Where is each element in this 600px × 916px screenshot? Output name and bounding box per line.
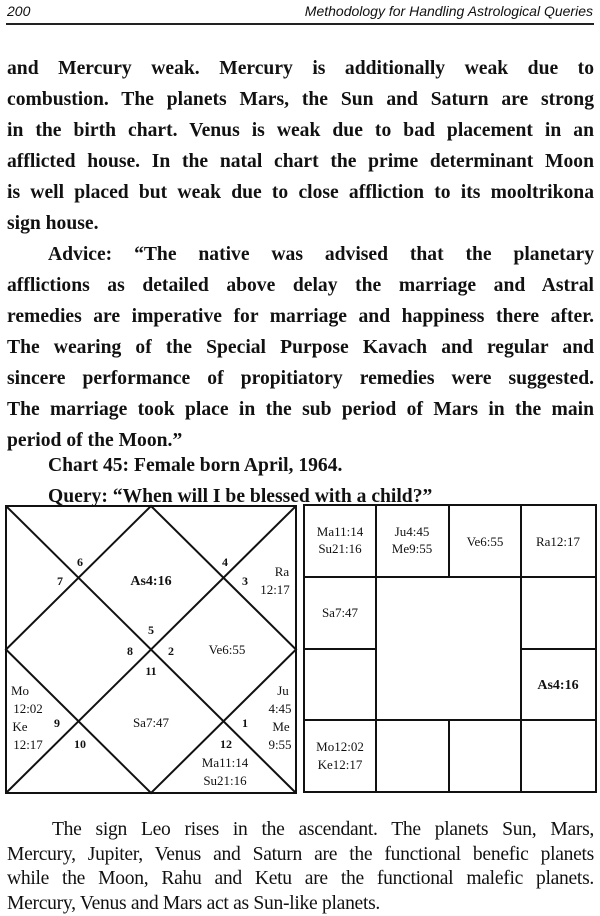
house-1: 1 [242,715,248,730]
text-line: period of the Moon.” [7,430,183,451]
moon: Mo [10,682,30,698]
mars: Ma11:14 [201,754,249,770]
text-line: and Mercury weak. Mercury is additionally weak due to [7,58,594,79]
ascendant: As4:16 [537,678,579,694]
saturn: Sa7:47 [321,604,359,620]
page-number: 200 [7,3,31,19]
house-4: 4 [222,554,228,569]
sun: Su21:16 [318,540,362,556]
text-line: Mercury, Jupiter, Venus and Saturn are the functional benefic planets [7,844,594,865]
venus: Ve6:55 [208,641,246,657]
saturn: Sa7:47 [132,714,170,730]
text-line: sign house. [7,213,99,234]
text-line: afflicted house. In the natal chart the prime determinant Moon [7,151,594,172]
text-line: is well placed but weak due to close affliction to its mooltrikona [7,182,594,203]
text-line: The sign Leo rises in the ascendant. The planets Sun, Mars, [52,819,594,840]
north-chart-labels [11,555,292,788]
moon: Mo12:02 [316,738,364,754]
mercury: Me9:55 [391,540,433,556]
text-line: afflictions as detailed above delay the marriage and Astral [7,275,594,296]
moon-degree: 12:02 [13,700,43,716]
north-indian-chart [6,506,296,793]
query-text: Query: “When will I be blessed with a child?” [48,486,433,507]
jupiter: Ju [277,682,289,698]
house-2: 2 [168,643,174,658]
house-3: 3 [242,573,248,588]
house-5: 5 [148,622,154,637]
house-7: 7 [57,573,63,588]
house-8: 8 [127,643,133,658]
jupiter: Ju4:45 [394,523,430,539]
mars: Ma11:14 [316,523,364,539]
ketu-degree: 12:17 [13,736,43,752]
rahu: Ra12:17 [535,533,581,549]
venus: Ve6:55 [466,533,504,549]
sun: Su21:16 [203,772,247,788]
running-title: Methodology for Handling Astrological Queries [304,3,593,19]
text-line: in the birth chart. Venus is weak due to bad placement in an [7,120,594,141]
house-12: 12 [220,736,232,751]
mercury-degree: 9:55 [268,736,292,752]
house-11: 11 [145,663,157,678]
mercury: Me [272,718,290,734]
house-10: 10 [74,736,86,751]
chart-heading: Chart 45: Female born April, 1964. [48,455,343,476]
ascendant: As4:16 [130,574,172,590]
text-line: Mercury, Venus and Mars act as Sun-like planets. [7,893,381,914]
text-line: The marriage took place in the sub period of Mars in the main [7,399,594,420]
text-line: remedies are imperative for marriage and happiness there after. [7,306,594,327]
rahu-degree: 12:17 [260,581,290,597]
text-line: Advice: “The native was advised that the planetary [48,244,594,265]
text-line: sincere performance of propitiatory remedies were suggested. [7,368,594,389]
house-9: 9 [54,715,60,730]
text-line: while the Moon, Rahu and Ketu are the functional malefic planets. [7,868,594,889]
ketu: Ke [12,718,28,734]
ketu: Ke12:17 [317,756,363,772]
text-line: The wearing of the Special Purpose Kavach and regular and [7,337,594,358]
text-line: combustion. The planets Mars, the Sun and Saturn are strong [7,89,594,110]
jupiter-degree: 4:45 [268,700,292,716]
house-6: 6 [77,554,83,569]
rahu: Ra [274,563,290,579]
